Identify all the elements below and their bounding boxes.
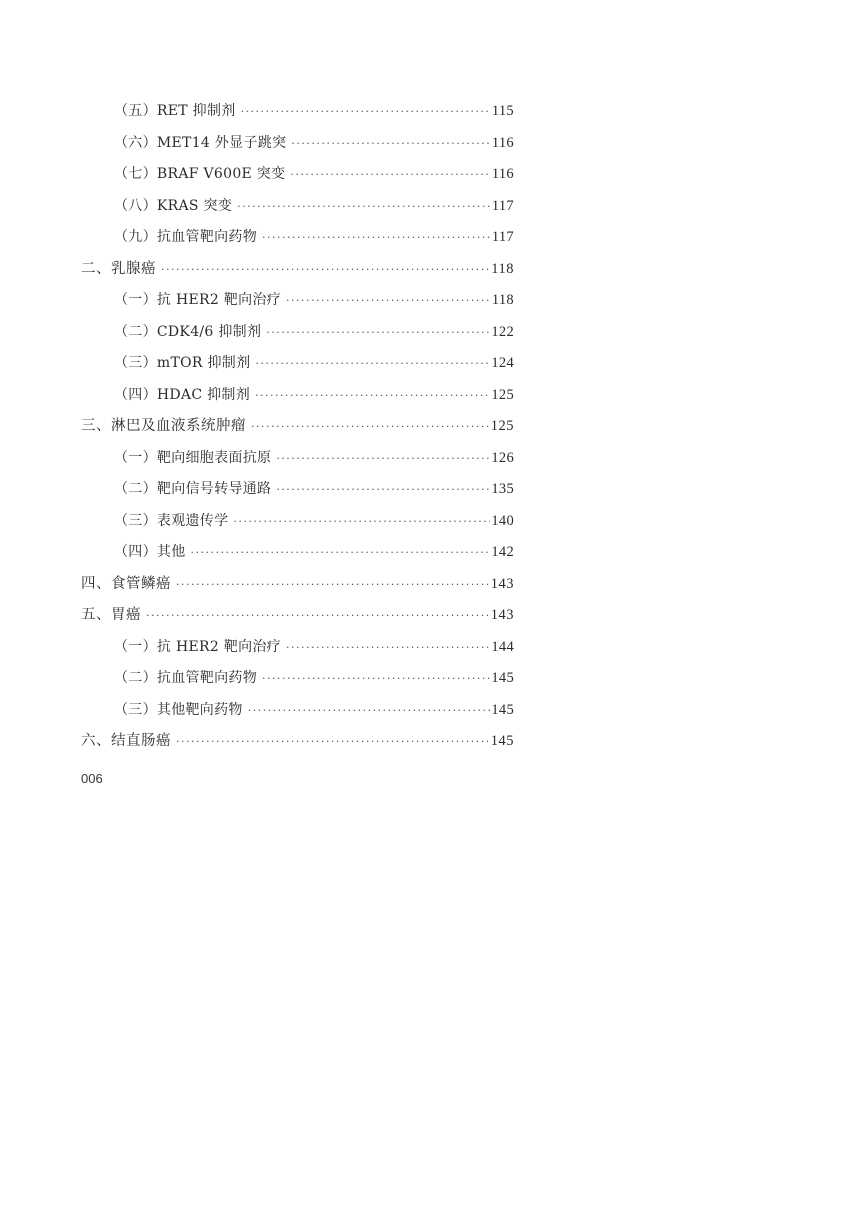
toc-entry-page-number: 145	[490, 733, 514, 749]
dot-leader	[276, 474, 490, 506]
toc-entry-page-number: 143	[490, 607, 514, 623]
toc-entry-page-number: 145	[491, 670, 514, 686]
toc-entry-page-number: 124	[491, 355, 514, 371]
toc-subsection-entry[interactable]	[81, 506, 514, 538]
dot-leader	[255, 348, 490, 380]
dot-leader	[161, 254, 490, 286]
toc-subsection-entry[interactable]	[81, 443, 514, 475]
toc-entry-page-number: 117	[491, 197, 514, 214]
toc-entry-page-number: 117	[491, 229, 514, 245]
toc-subsection-entry[interactable]	[81, 537, 514, 569]
toc-subsection-entry[interactable]	[81, 474, 514, 506]
dot-leader	[176, 726, 490, 758]
toc-entry-title: （六）MET14 外显子跳突	[114, 134, 287, 151]
page-number: 006	[81, 771, 103, 786]
dot-leader	[176, 569, 490, 601]
toc-section-entry[interactable]	[81, 726, 514, 758]
dot-leader	[262, 222, 491, 254]
toc-subsection-entry[interactable]	[81, 663, 514, 695]
dot-leader	[233, 506, 490, 538]
dot-leader	[266, 317, 490, 349]
toc-entry-page-number: 142	[491, 544, 514, 560]
toc-entry-title: （四）HDAC 抑制剂	[114, 386, 251, 403]
toc-entry-page-number: 135	[491, 481, 514, 497]
toc-entry-title: （五）RET 抑制剂	[114, 103, 236, 119]
toc-section-entry[interactable]	[81, 254, 514, 286]
toc-entry-page-number: 144	[491, 638, 514, 655]
toc-entry-title: （一）抗 HER2 靶向治疗	[114, 292, 281, 308]
toc-entry-title: （三）mTOR 抑制剂	[114, 355, 251, 371]
toc-entry-title: （三）其他靶向药物	[114, 701, 243, 718]
toc-entry-title: 六、结直肠癌	[81, 733, 171, 749]
toc-entry-page-number: 118	[491, 292, 514, 308]
toc-subsection-entry[interactable]	[81, 128, 514, 160]
dot-leader	[276, 443, 490, 475]
toc-entry-page-number: 143	[490, 575, 514, 592]
toc-entry-page-number: 118	[491, 260, 514, 277]
toc-subsection-entry[interactable]	[81, 222, 514, 254]
toc-section-entry[interactable]	[81, 600, 514, 632]
toc-entry-title: （二）抗血管靶向药物	[114, 670, 257, 686]
dot-leader	[237, 191, 491, 223]
dot-leader	[262, 663, 490, 695]
table-of-contents	[81, 96, 514, 758]
toc-entry-page-number: 116	[491, 166, 514, 182]
toc-entry-title: （三）表观遗传学	[114, 512, 229, 529]
dot-leader	[290, 159, 490, 191]
toc-entry-title: 三、淋巴及血液系统肿瘤	[81, 418, 246, 434]
toc-entry-page-number: 126	[491, 449, 514, 466]
toc-subsection-entry[interactable]	[81, 96, 514, 128]
toc-entry-title: （二）CDK4/6 抑制剂	[114, 323, 262, 340]
dot-leader	[286, 632, 490, 664]
toc-subsection-entry[interactable]	[81, 159, 514, 191]
toc-subsection-entry[interactable]	[81, 632, 514, 664]
toc-subsection-entry[interactable]	[81, 285, 514, 317]
dot-leader	[146, 600, 490, 632]
toc-entry-title: （一）靶向细胞表面抗原	[114, 449, 272, 466]
dot-leader	[291, 128, 491, 160]
dot-leader	[248, 695, 491, 727]
dot-leader	[241, 96, 491, 128]
toc-entry-title: （八）KRAS 突变	[114, 197, 233, 214]
dot-leader	[251, 411, 490, 443]
toc-entry-page-number: 115	[491, 103, 514, 119]
toc-entry-page-number: 125	[490, 418, 514, 434]
toc-entry-title: 二、乳腺癌	[81, 260, 156, 277]
toc-subsection-entry[interactable]	[81, 695, 514, 727]
toc-entry-title: （九）抗血管靶向药物	[114, 229, 257, 245]
dot-leader	[286, 285, 491, 317]
toc-subsection-entry[interactable]	[81, 380, 514, 412]
toc-subsection-entry[interactable]	[81, 191, 514, 223]
toc-entry-page-number: 122	[491, 323, 514, 340]
dot-leader	[255, 380, 490, 412]
dot-leader	[191, 537, 491, 569]
toc-section-entry[interactable]	[81, 411, 514, 443]
toc-entry-title: （七）BRAF V600E 突变	[114, 166, 286, 182]
toc-subsection-entry[interactable]	[81, 317, 514, 349]
toc-entry-title: 五、胃癌	[81, 607, 141, 623]
toc-entry-title: （二）靶向信号转导通路	[114, 481, 272, 497]
toc-section-entry[interactable]	[81, 569, 514, 601]
toc-subsection-entry[interactable]	[81, 348, 514, 380]
toc-entry-page-number: 140	[491, 512, 514, 529]
toc-entry-title: （一）抗 HER2 靶向治疗	[114, 638, 281, 655]
toc-entry-page-number: 125	[491, 386, 514, 403]
toc-entry-page-number: 116	[491, 134, 514, 151]
toc-entry-page-number: 145	[491, 701, 514, 718]
toc-entry-title: （四）其他	[114, 544, 186, 560]
toc-entry-title: 四、食管鳞癌	[81, 575, 171, 592]
